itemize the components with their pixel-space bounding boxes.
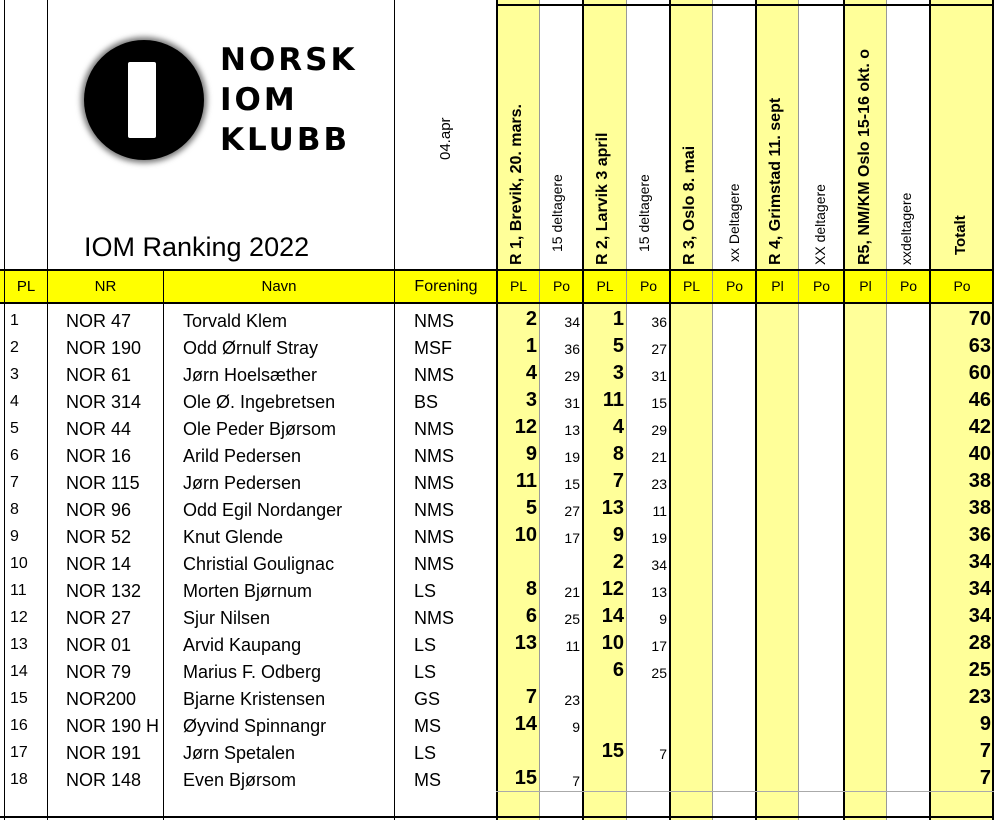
row-pl: 8 — [10, 501, 19, 518]
row-nr: NOR 190 H — [66, 716, 160, 736]
row-pl: 14 — [10, 663, 28, 680]
row-navn: Bjarne Kristensen — [183, 689, 326, 709]
row-navn: Marius F. Odberg — [183, 662, 322, 682]
row-r2-pl: 9 — [612, 524, 624, 546]
row-pl: 17 — [10, 744, 28, 761]
row-navn: Odd Egil Nordanger — [183, 500, 343, 520]
col-header-total: Po — [953, 278, 971, 294]
row-nr: NOR 96 — [66, 500, 132, 520]
row-r1-pl: 7 — [525, 686, 537, 708]
table-row — [0, 414, 994, 441]
row-navn: Jørn Hoelsæther — [183, 365, 318, 385]
row-r2-po — [627, 684, 667, 711]
row-r2-po: 27 — [651, 341, 667, 357]
row-navn: Jørn Pedersen — [183, 473, 302, 493]
row-r1-pl: 6 — [525, 605, 537, 627]
row-r2-po: 25 — [651, 665, 667, 681]
row-total: 34 — [968, 578, 991, 600]
row-r2-po — [627, 711, 667, 738]
row-total: 42 — [968, 416, 991, 438]
row-r1-po: 25 — [564, 611, 580, 627]
row-navn: Arild Pedersen — [183, 446, 302, 466]
col-header-r4-pl: Pl — [771, 278, 784, 294]
logo-circle-icon — [84, 40, 204, 160]
col-header-r4-po: Po — [812, 278, 831, 294]
row-r1-po: 9 — [572, 719, 580, 735]
row-nr: NOR 14 — [66, 554, 132, 574]
regatta-4-participants: XX deltagere — [812, 184, 828, 265]
row-pl: 4 — [10, 393, 19, 410]
row-forening: NMS — [414, 311, 454, 331]
col-header-r2-po: Po — [639, 278, 658, 294]
row-nr: NOR 16 — [66, 446, 132, 466]
row-total: 38 — [968, 497, 991, 519]
row-pl: 11 — [10, 582, 27, 599]
col-header-r1-pl: PL — [509, 278, 528, 294]
row-r1-po — [540, 738, 580, 765]
row-r1-po: 15 — [564, 476, 580, 492]
row-forening: NMS — [414, 473, 454, 493]
regatta-1-name: R 1, Brevik, 20. mars. — [508, 104, 525, 265]
row-forening: BS — [414, 392, 439, 412]
table-row — [0, 441, 994, 468]
row-r2-po: 29 — [651, 422, 667, 438]
regatta-4-name: R 4, Grimstad 11. sept — [767, 97, 784, 265]
row-forening: MS — [414, 770, 441, 790]
row-pl: 15 — [10, 690, 28, 707]
table-row — [0, 306, 994, 333]
row-total: 25 — [968, 659, 991, 681]
regatta-3-participants: xx Deltagere — [726, 183, 742, 262]
table-row — [0, 387, 994, 414]
row-forening: NMS — [414, 419, 454, 439]
row-total: 28 — [968, 632, 991, 654]
logo-text — [220, 40, 358, 160]
row-r2-po: 31 — [651, 368, 667, 384]
col-header-r2-pl: PL — [596, 278, 614, 294]
row-r1-po: 19 — [564, 449, 580, 465]
table-row — [0, 333, 994, 360]
row-r1-po: 29 — [564, 368, 580, 384]
row-r2-po: 7 — [659, 746, 667, 762]
row-forening: NMS — [414, 500, 454, 520]
row-r2-pl: 7 — [612, 470, 624, 492]
regatta-5-name: R5, NM/KM Oslo 15-16 okt. o — [856, 48, 873, 265]
row-r2-po: 34 — [651, 557, 667, 573]
table-row — [0, 765, 994, 792]
row-pl: 18 — [10, 771, 28, 788]
row-r1-po: 23 — [564, 692, 580, 708]
col-header-nr: NR — [94, 278, 117, 295]
row-r1-po: 7 — [572, 773, 580, 789]
row-total: 46 — [968, 389, 991, 411]
grid-line — [0, 302, 994, 304]
row-nr: NOR 314 — [66, 392, 142, 412]
row-total: 70 — [968, 308, 991, 330]
row-total: 7 — [979, 767, 991, 789]
regatta-2-name: R 2, Larvik 3 april — [594, 132, 611, 265]
table-row — [0, 684, 994, 711]
row-nr: NOR 190 — [66, 338, 142, 358]
row-forening: NMS — [414, 608, 454, 628]
row-r2-pl: 12 — [601, 578, 624, 600]
row-pl: 7 — [10, 474, 19, 491]
row-r2-po: 19 — [651, 530, 667, 546]
row-pl: 13 — [10, 636, 28, 653]
row-navn: Sjur Nilsen — [183, 608, 271, 628]
row-total: 40 — [968, 443, 991, 465]
table-row — [0, 549, 994, 576]
row-nr: NOR 79 — [66, 662, 132, 682]
row-navn: Christial Goulignac — [183, 554, 335, 574]
date-label: 04.apr — [437, 117, 454, 160]
row-r2-pl: 3 — [612, 362, 624, 384]
row-forening: NMS — [414, 527, 454, 547]
row-total: 34 — [968, 605, 991, 627]
row-forening: NMS — [414, 446, 454, 466]
row-r2-pl: 10 — [601, 632, 624, 654]
regatta-1-participants: 15 deltagere — [549, 174, 565, 252]
row-forening: MSF — [414, 338, 452, 358]
logo-bar — [128, 62, 156, 138]
table-row — [0, 603, 994, 630]
table-row — [0, 576, 994, 603]
row-r1-pl: 3 — [525, 389, 537, 411]
row-r2-po: 9 — [659, 611, 667, 627]
row-r1-po: 13 — [564, 422, 580, 438]
grid-line — [0, 269, 994, 271]
table-row — [0, 495, 994, 522]
page-title: IOM Ranking 2022 — [84, 232, 310, 262]
row-r2-pl: 8 — [612, 443, 624, 465]
row-r2-pl: 13 — [601, 497, 624, 519]
col-header-r3-pl: PL — [682, 278, 701, 294]
row-total: 36 — [968, 524, 991, 546]
row-nr: NOR 27 — [66, 608, 132, 628]
grid-line — [0, 816, 994, 818]
row-total: 60 — [968, 362, 991, 384]
row-r1-pl: 10 — [514, 524, 537, 546]
row-pl: 9 — [10, 528, 19, 545]
row-pl: 5 — [10, 420, 19, 437]
logo-line2: IOM — [220, 82, 298, 118]
row-r2-pl: 11 — [602, 389, 624, 411]
row-r2-po: 11 — [652, 503, 667, 519]
row-pl: 6 — [10, 447, 19, 464]
row-forening: GS — [414, 689, 441, 709]
row-r2-po: 15 — [651, 395, 667, 411]
row-r1-pl: 11 — [515, 470, 537, 492]
row-forening: NMS — [414, 554, 454, 574]
logo-line1: NORSK — [220, 42, 358, 78]
logo-line3: KLUBB — [220, 122, 351, 158]
row-r1-pl: 5 — [525, 497, 537, 519]
row-r1-pl: 13 — [514, 632, 537, 654]
row-r2-pl: 4 — [612, 416, 624, 438]
row-nr: NOR200 — [66, 689, 137, 709]
table-row — [0, 657, 994, 684]
row-nr: NOR 61 — [66, 365, 132, 385]
col-header-r5-pl: Pl — [859, 278, 872, 294]
regatta-5-participants: xxdeltagere — [898, 192, 914, 265]
row-r1-po: 11 — [565, 638, 580, 654]
row-navn: Even Bjørsom — [183, 770, 297, 790]
row-r2-pl — [583, 711, 624, 738]
row-r1-po: 27 — [564, 503, 580, 519]
regatta-2-participants: 15 deltagere — [636, 174, 652, 252]
row-total: 34 — [968, 551, 991, 573]
row-nr: NOR 191 — [66, 743, 142, 763]
row-forening: LS — [414, 635, 437, 655]
row-nr: NOR 44 — [66, 419, 132, 439]
row-navn: Ole Peder Bjørsom — [183, 419, 337, 439]
col-header-r1-po: Po — [552, 278, 571, 294]
row-r1-pl: 15 — [514, 767, 537, 789]
row-nr: NOR 52 — [66, 527, 132, 547]
row-r2-pl: 14 — [601, 605, 624, 627]
row-nr: NOR 01 — [66, 635, 132, 655]
row-r2-pl: 2 — [612, 551, 624, 573]
col-header-navn: Navn — [261, 278, 297, 295]
row-navn: Odd Ørnulf Stray — [183, 338, 319, 358]
row-r1-pl: 12 — [514, 416, 537, 438]
row-r1-po — [540, 549, 580, 576]
row-r1-pl: 9 — [525, 443, 537, 465]
row-r2-pl — [583, 684, 624, 711]
total-label: Totalt — [952, 215, 969, 255]
row-nr: NOR 47 — [66, 311, 132, 331]
row-navn: Morten Bjørnum — [183, 581, 313, 601]
row-r1-po — [540, 657, 580, 684]
row-pl: 12 — [10, 609, 28, 626]
row-forening: LS — [414, 662, 437, 682]
row-navn: Ole Ø. Ingebretsen — [183, 392, 336, 412]
row-r2-po: 36 — [651, 314, 667, 330]
row-r2-po: 21 — [651, 449, 667, 465]
row-r1-pl: 2 — [525, 308, 537, 330]
row-r2-pl: 6 — [612, 659, 624, 681]
row-navn: Knut Glende — [183, 527, 284, 547]
col-header-r3-po: Po — [725, 278, 744, 294]
row-forening: LS — [414, 581, 437, 601]
row-r1-pl: 4 — [525, 362, 537, 384]
row-navn: Arvid Kaupang — [183, 635, 302, 655]
row-nr: NOR 148 — [66, 770, 142, 790]
table-row — [0, 711, 994, 738]
row-r1-po: 21 — [564, 584, 580, 600]
row-nr: NOR 115 — [66, 473, 140, 493]
row-pl: 1 — [10, 312, 19, 329]
col-header-pl: PL — [16, 278, 36, 295]
table-row — [0, 468, 994, 495]
row-nr: NOR 132 — [66, 581, 142, 601]
table-row — [0, 360, 994, 387]
row-navn: Øyvind Spinnangr — [183, 716, 327, 736]
row-pl: 16 — [10, 717, 28, 734]
row-r1-pl: 14 — [514, 713, 537, 735]
row-pl: 3 — [10, 366, 19, 383]
row-r1-pl: 1 — [525, 335, 537, 357]
row-total: 9 — [979, 713, 991, 735]
col-header-forening: Forening — [414, 278, 478, 295]
regatta-3-name: R 3, Oslo 8. mai — [681, 145, 698, 265]
col-header-r5-po: Po — [899, 278, 918, 294]
table-row — [0, 738, 994, 765]
row-total: 7 — [979, 740, 991, 762]
row-pl: 10 — [10, 555, 28, 572]
row-r2-pl: 5 — [612, 335, 624, 357]
row-forening: LS — [414, 743, 437, 763]
row-total: 63 — [968, 335, 991, 357]
row-r1-po: 31 — [564, 395, 580, 411]
row-r2-po: 17 — [651, 638, 667, 654]
grid-line — [496, 4, 994, 6]
row-r2-po: 13 — [651, 584, 667, 600]
row-forening: NMS — [414, 365, 454, 385]
row-r2-pl — [583, 765, 624, 792]
row-r2-pl: 15 — [601, 740, 624, 762]
row-r2-pl: 1 — [612, 308, 624, 330]
row-total: 23 — [968, 686, 991, 708]
row-r1-pl — [497, 738, 537, 765]
row-r1-pl — [497, 657, 537, 684]
row-r1-po: 17 — [564, 530, 580, 546]
row-forening: MS — [414, 716, 441, 736]
row-total: 38 — [968, 470, 991, 492]
row-r1-pl: 8 — [525, 578, 537, 600]
row-r2-po: 23 — [651, 476, 667, 492]
row-navn: Jørn Spetalen — [183, 743, 296, 763]
table-row — [0, 630, 994, 657]
row-navn: Torvald Klem — [183, 311, 288, 331]
row-r2-po — [627, 765, 667, 792]
row-r1-po: 34 — [564, 314, 580, 330]
row-r1-pl — [497, 549, 537, 576]
table-row — [0, 522, 994, 549]
row-pl: 2 — [10, 339, 19, 356]
row-r1-po: 36 — [564, 341, 580, 357]
